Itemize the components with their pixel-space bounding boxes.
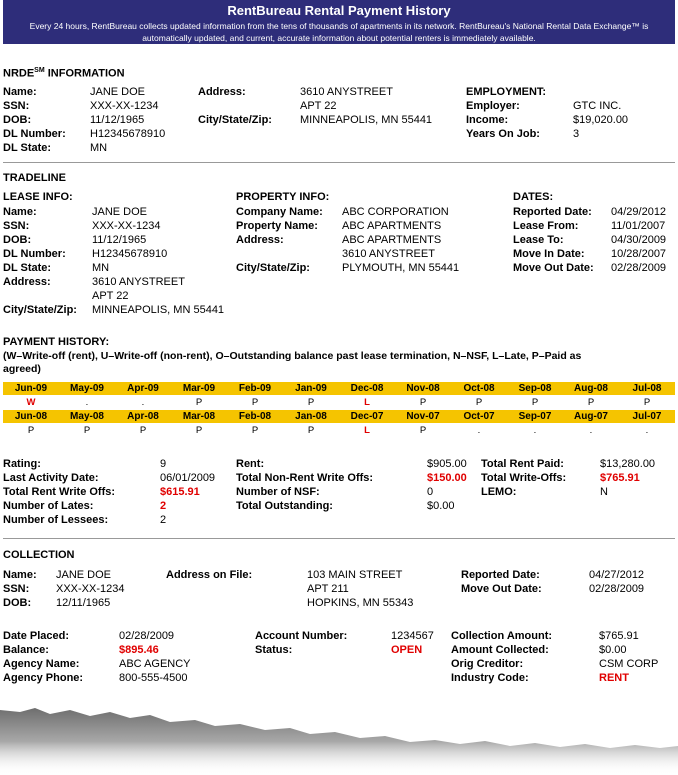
- col-reported-label: Reported Date:: [461, 569, 540, 581]
- col-aof-label: Address on File:: [166, 569, 253, 581]
- tl-dob: 11/12/1965: [92, 234, 147, 246]
- sum-tnrwo-label: Total Non-Rent Write Offs:: [236, 472, 374, 484]
- payment-month-cell: Sep-07: [518, 411, 552, 422]
- sum-nsf: 0: [427, 486, 434, 498]
- col-agency: ABC AGENCY: [119, 658, 191, 670]
- payment-month-cell: Jan-09: [295, 383, 327, 394]
- nrde-address2: APT 22: [300, 100, 337, 112]
- sum-trp: $13,280.00: [600, 458, 656, 470]
- col-placed-label: Date Placed:: [3, 630, 70, 642]
- tl-csz: MINNEAPOLIS, MN 55441: [92, 304, 225, 316]
- nrde-heading: NRDE℠ INFORMATION: [3, 67, 125, 80]
- tl-paddress2: 3610 ANYSTREET: [342, 248, 435, 260]
- nrde-address-label: Address:: [198, 86, 246, 98]
- sum-lastact: 06/01/2009: [160, 472, 216, 484]
- payment-month-cell: Sep-08: [518, 383, 552, 394]
- col-aof2: APT 211: [307, 583, 349, 595]
- torn-edge-shadow: [0, 700, 678, 775]
- payment-month-cell: Nov-07: [406, 411, 440, 422]
- dates-heading: DATES:: [513, 191, 554, 203]
- col-acct: 1234567: [391, 630, 434, 642]
- col-ind: RENT: [599, 672, 629, 684]
- payment-status-cell: P: [419, 425, 427, 436]
- col-acol-label: Amount Collected:: [451, 644, 549, 656]
- nrde-dl-label: DL Number:: [3, 128, 66, 140]
- col-acol: $0.00: [599, 644, 627, 656]
- tl-address-label: Address:: [3, 276, 51, 288]
- nrde-csz: MINNEAPOLIS, MN 55441: [300, 114, 433, 126]
- tl-paddress1: ABC APARTMENTS: [342, 234, 442, 246]
- sum-lastact-label: Last Activity Date:: [3, 472, 99, 484]
- sum-two-label: Total Write-Offs:: [481, 472, 567, 484]
- col-balance-label: Balance:: [3, 644, 49, 656]
- tl-address1: 3610 ANYSTREET: [92, 276, 185, 288]
- tl-csz-label: City/State/Zip:: [3, 304, 77, 316]
- tl-name-label: Name:: [3, 206, 37, 218]
- payment-months-row-2: [3, 410, 675, 423]
- tl-movein: 10/28/2007: [611, 248, 667, 260]
- tl-lfrom-label: Lease From:: [513, 220, 579, 232]
- col-name-label: Name:: [3, 569, 37, 581]
- col-orig-label: Orig Creditor:: [451, 658, 524, 670]
- nrde-dlstate: MN: [90, 142, 108, 154]
- report-title: RentBureau Rental Payment History: [227, 3, 451, 18]
- nrde-income-label: Income:: [466, 114, 509, 126]
- tl-reported: 04/29/2012: [611, 206, 667, 218]
- sum-lemo-label: LEMO:: [481, 486, 517, 498]
- sum-tnrwo: $150.00: [427, 472, 467, 484]
- payment-status-cell: .: [477, 425, 481, 436]
- col-dob: 12/11/1965: [56, 597, 111, 609]
- col-orig: CSM CORP: [599, 658, 659, 670]
- tl-moveout: 02/28/2009: [611, 262, 667, 274]
- payment-month-cell: Oct-08: [463, 383, 495, 394]
- col-aof1: 103 MAIN STREET: [307, 569, 403, 581]
- payment-status-cell: .: [533, 425, 537, 436]
- payment-status-cell: P: [139, 425, 147, 436]
- lease-info-heading: LEASE INFO:: [3, 191, 73, 203]
- payment-status-cell: P: [419, 397, 427, 408]
- sum-lates-label: Number of Lates:: [3, 500, 94, 512]
- sum-lessees: 2: [160, 514, 167, 526]
- tl-dlstate-label: DL State:: [3, 262, 52, 274]
- col-placed: 02/28/2009: [119, 630, 175, 642]
- sum-nsf-label: Number of NSF:: [236, 486, 320, 498]
- tl-ssn-label: SSN:: [3, 220, 30, 232]
- payment-status-cell: P: [587, 397, 595, 408]
- sum-outst-label: Total Outstanding:: [236, 500, 333, 512]
- sum-rating: 9: [160, 458, 167, 470]
- payment-month-cell: Aug-08: [574, 383, 608, 394]
- payment-status-cell: P: [83, 425, 91, 436]
- payment-month-cell: Feb-09: [238, 383, 272, 394]
- payment-status-cell: .: [85, 397, 89, 408]
- report-subtitle: Every 24 hours, RentBureau collects updated information from the tens of thousands of apartments in its network. RentBureau's National Rental Data Exchange™ is automatically updated, and current, accurate information about potential renters is immediately available.: [29, 21, 649, 43]
- col-agency-label: Agency Name:: [3, 658, 80, 670]
- payment-month-cell: Feb-08: [238, 411, 272, 422]
- nrde-dob-label: DOB:: [3, 114, 32, 126]
- tl-company: ABC CORPORATION: [342, 206, 449, 218]
- payment-month-cell: Aug-07: [574, 411, 608, 422]
- nrde-address1: 3610 ANYSTREET: [300, 86, 393, 98]
- sum-lemo: N: [600, 486, 608, 498]
- payment-status-cell: P: [251, 397, 259, 408]
- payment-history-heading: PAYMENT HISTORY:: [3, 336, 110, 348]
- nrde-dlstate-label: DL State:: [3, 142, 52, 154]
- payment-month-cell: Nov-08: [406, 383, 440, 394]
- payment-month-cell: Mar-09: [182, 383, 216, 394]
- col-ssn-label: SSN:: [3, 583, 30, 595]
- nrde-income: $19,020.00: [573, 114, 629, 126]
- col-moveout: 02/28/2009: [589, 583, 645, 595]
- nrde-name: JANE DOE: [90, 86, 146, 98]
- payment-month-cell: Jan-08: [295, 411, 327, 422]
- payment-status-cell: P: [643, 397, 651, 408]
- col-name: JANE DOE: [56, 569, 112, 581]
- tl-address2: APT 22: [92, 290, 129, 302]
- tl-lfrom: 11/01/2007: [611, 220, 666, 232]
- payment-legend-line1: (W–Write-off (rent), U–Write-off (non-rent), O–Outstanding balance past lease termination, N–NSF, L–Late, P–Paid as: [3, 350, 582, 362]
- sum-trp-label: Total Rent Paid:: [481, 458, 564, 470]
- col-balance: $895.46: [119, 644, 159, 656]
- payment-values-row-2: [3, 424, 675, 437]
- payment-month-cell: May-08: [70, 411, 104, 422]
- property-info-heading: PROPERTY INFO:: [236, 191, 330, 203]
- tl-property: ABC APARTMENTS: [342, 220, 442, 232]
- payment-month-cell: Mar-08: [182, 411, 216, 422]
- tl-company-label: Company Name:: [236, 206, 323, 218]
- payment-month-cell: Dec-08: [350, 383, 384, 394]
- col-status-label: Status:: [255, 644, 293, 656]
- nrde-ssn: XXX-XX-1234: [90, 100, 159, 112]
- report-header: [3, 0, 675, 44]
- nrde-dob: 11/12/1965: [90, 114, 145, 126]
- nrde-employer: GTC INC.: [573, 100, 622, 112]
- payment-status-cell: P: [195, 397, 203, 408]
- payment-status-cell: P: [307, 425, 315, 436]
- collection-heading: COLLECTION: [3, 549, 75, 561]
- tl-dl-label: DL Number:: [3, 248, 66, 260]
- payment-status-cell: P: [251, 425, 259, 436]
- tl-property-label: Property Name:: [236, 220, 318, 232]
- col-dob-label: DOB:: [3, 597, 32, 609]
- col-ind-label: Industry Code:: [451, 672, 529, 684]
- tl-dl: H12345678910: [92, 248, 168, 260]
- sum-two: $765.91: [600, 472, 640, 484]
- nrde-employer-label: Employer:: [466, 100, 520, 112]
- payment-status-cell: P: [475, 397, 483, 408]
- payment-month-cell: May-09: [70, 383, 104, 394]
- nrde-dl: H12345678910: [90, 128, 166, 140]
- col-camt: $765.91: [599, 630, 639, 642]
- nrde-ssn-label: SSN:: [3, 100, 30, 112]
- col-phone-label: Agency Phone:: [3, 672, 84, 684]
- payment-status-cell: .: [589, 425, 593, 436]
- nrde-employment-heading: EMPLOYMENT:: [466, 86, 547, 98]
- payment-month-cell: Dec-07: [350, 411, 384, 422]
- payment-month-cell: Apr-09: [127, 383, 159, 394]
- tradeline-heading: TRADELINE: [3, 172, 66, 184]
- tl-reported-label: Reported Date:: [513, 206, 592, 218]
- tl-movein-label: Move In Date:: [513, 248, 585, 260]
- tl-lto: 04/30/2009: [611, 234, 667, 246]
- nrde-years: 3: [573, 128, 580, 140]
- tl-lto-label: Lease To:: [513, 234, 564, 246]
- payment-status-cell: .: [141, 397, 145, 408]
- payment-status-cell: W: [26, 397, 36, 408]
- nrde-csz-label: City/State/Zip:: [198, 114, 272, 126]
- payment-status-cell: P: [195, 425, 203, 436]
- col-acct-label: Account Number:: [255, 630, 348, 642]
- tl-pcsz: PLYMOUTH, MN 55441: [342, 262, 460, 274]
- payment-status-cell: P: [531, 397, 539, 408]
- tl-pcsz-label: City/State/Zip:: [236, 262, 310, 274]
- col-camt-label: Collection Amount:: [451, 630, 553, 642]
- tl-name: JANE DOE: [92, 206, 148, 218]
- tl-paddress-label: Address:: [236, 234, 284, 246]
- col-moveout-label: Move Out Date:: [461, 583, 542, 595]
- nrde-name-label: Name:: [3, 86, 37, 98]
- payment-month-cell: Jun-09: [14, 383, 48, 394]
- sum-trwo: $615.91: [160, 486, 200, 498]
- divider: [3, 538, 675, 539]
- tl-moveout-label: Move Out Date:: [513, 262, 594, 274]
- tl-ssn: XXX-XX-1234: [92, 220, 161, 232]
- sum-rent: $905.00: [427, 458, 467, 470]
- sum-outst: $0.00: [427, 500, 455, 512]
- sum-lates: 2: [160, 500, 167, 512]
- sum-trwo-label: Total Rent Write Offs:: [3, 486, 116, 498]
- payment-month-cell: Jul-07: [632, 411, 662, 422]
- sum-lessees-label: Number of Lessees:: [3, 514, 109, 526]
- col-ssn: XXX-XX-1234: [56, 583, 125, 595]
- tl-dob-label: DOB:: [3, 234, 32, 246]
- sum-rent-label: Rent:: [236, 458, 265, 470]
- sum-rating-label: Rating:: [3, 458, 41, 470]
- payment-status-cell: P: [27, 425, 35, 436]
- col-status: OPEN: [391, 644, 423, 656]
- payment-month-cell: Oct-07: [463, 411, 495, 422]
- nrde-years-label: Years On Job:: [466, 128, 540, 140]
- payment-status-cell: L: [364, 397, 370, 408]
- col-aof3: HOPKINS, MN 55343: [307, 597, 414, 609]
- payment-status-cell: .: [645, 425, 649, 436]
- payment-month-cell: Apr-08: [127, 411, 159, 422]
- payment-status-cell: L: [364, 425, 370, 436]
- payment-legend-line2: agreed): [3, 363, 41, 375]
- col-reported: 04/27/2012: [589, 569, 645, 581]
- payment-month-cell: Jun-08: [14, 411, 48, 422]
- payment-month-cell: Jul-08: [632, 383, 662, 394]
- divider: [3, 162, 675, 163]
- tl-dlstate: MN: [92, 262, 110, 274]
- payment-months-row-1: [3, 382, 675, 395]
- payment-values-row-1: [3, 396, 675, 409]
- payment-status-cell: P: [307, 397, 315, 408]
- col-phone: 800-555-4500: [119, 672, 188, 684]
